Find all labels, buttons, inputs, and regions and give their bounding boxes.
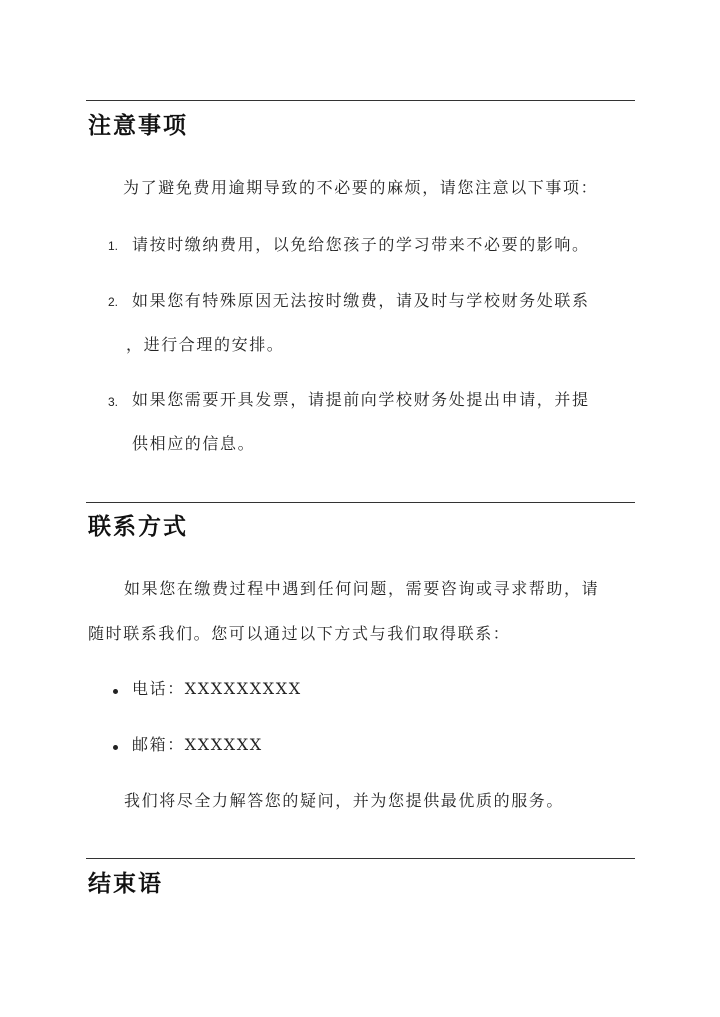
section-divider [86,858,635,859]
section-title-contact: 联系方式 [88,513,188,540]
section-divider [86,502,635,503]
list-number: 3. [108,395,119,409]
section-divider [86,100,635,101]
notes-item-1: 请按时缴纳费用，以免给您孩子的学习带来不必要的影响。 [132,235,590,254]
list-number: 2. [108,295,119,309]
bullet-icon [113,689,118,694]
notes-item-2-line-2: ，进行合理的安排。 [126,335,285,354]
notes-item-3-line-2: 供相应的信息。 [132,434,256,453]
section-title-notes: 注意事项 [88,112,188,139]
contact-email: 邮箱：XXXXXX [132,735,263,754]
contact-intro-line-1: 如果您在缴费过程中遇到任何问题，需要咨询或寻求帮助，请 [124,579,600,598]
bullet-icon [113,745,118,750]
contact-closing: 我们将尽全力解答您的疑问，并为您提供最优质的服务。 [124,791,565,810]
contact-intro-line-2: 随时联系我们。您可以通过以下方式与我们取得联系： [88,624,511,643]
contact-phone: 电话：XXXXXXXXX [132,679,302,698]
notes-item-3-line-1: 如果您需要开具发票，请提前向学校财务处提出申请，并提 [132,390,590,409]
notes-item-2-line-1: 如果您有特殊原因无法按时缴费，请及时与学校财务处联系 [132,291,590,310]
notes-intro: 为了避免费用逾期导致的不必要的麻烦，请您注意以下事项： [123,178,599,197]
list-number: 1. [108,239,119,253]
section-title-ending: 结束语 [88,870,163,897]
